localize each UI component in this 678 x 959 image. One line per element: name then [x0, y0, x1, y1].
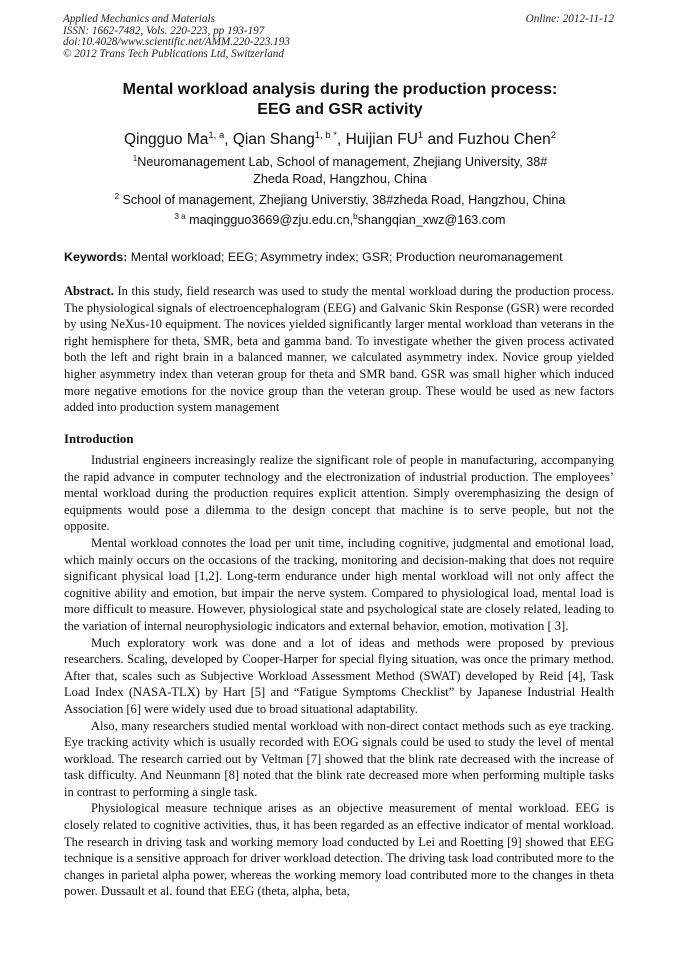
affiliation-2: [60, 192, 620, 209]
email-sup: b: [353, 212, 358, 221]
author-affiliation-sup: 1, a: [208, 130, 225, 141]
author-affiliation-sup: 1, b *: [314, 130, 337, 141]
author-separator: ,: [224, 131, 233, 148]
paragraph: Industrial engineers increasingly realize the significant role of people in manufacturing, accompanying the rapid advance in computer technology and the electronization of industrial production. The employees’ mental workload during the production requires explicit attention. Simply overemphasizing the design of equipments would pose a dilemma to the design concept that machine is to serve people, but not the opposite.: [64, 453, 614, 534]
affiliation-sup: 2: [114, 192, 120, 201]
affiliation-1-line-2: Zheda Road, Hangzhou, China: [253, 172, 427, 186]
paragraph: Much exploratory work was done and a lot of ideas and methods were proposed by previous researchers. Scaling, developed by Cooper-Harper for special flying situation, was once the primary method. After that, scales such as Subjective Workload Assessment Method (SWAT) developed by Reid [4], Task Load Index (NASA-TLX) by Hart [5] and “Fatigue Symptoms Checklist” by Japanese Industrial Health Association [6] were widely used due to broad situational adaptability.: [64, 635, 614, 716]
journal-header: [63, 14, 290, 60]
affiliation-1-line-1: Neuromanagement Lab, School of management, Zhejiang University, 38#: [137, 155, 548, 169]
doi-line: doi:10.4028/www.scientific.net/AMM.220-223.193: [63, 36, 290, 48]
paragraph: Also, many researchers studied mental workload with non-direct contact methods such as eye tracking. Eye tracking activity which is usually recorded with EOG signals could be used to study the level of mental workload. The research carried out by Veltman [7] showed that the blink rate decreased with the increase of task difficulty. And Neunmann [8] noted that the blink rate decreased more when performing multiple tasks in contrast to performing a single task.: [64, 718, 614, 799]
author-name: Qingguo Ma: [123, 131, 209, 148]
affiliation-1: [60, 154, 620, 188]
author-list: [60, 130, 620, 150]
author-name: Huijian FU: [345, 131, 418, 148]
journal-name: Applied Mechanics and Materials: [63, 13, 215, 25]
paper-title: [60, 80, 620, 120]
author-affiliation-sup: 2: [550, 130, 557, 141]
keywords-label: Keywords:: [64, 250, 128, 264]
issn-line: ISSN: 1662-7482, Vols. 220-223, pp 193-197: [63, 24, 265, 37]
introduction-body: [64, 452, 614, 900]
author-separator: ,: [336, 131, 346, 148]
title-line-1: Mental workload analysis during the production process:: [122, 81, 558, 98]
section-heading-introduction: Introduction: [64, 432, 134, 446]
author-affiliation-sup: 1: [417, 130, 424, 141]
author-name: Fuzhou Chen: [457, 131, 551, 148]
abstract: [64, 283, 614, 416]
author-separator: and: [423, 131, 458, 148]
keywords-text: Mental workload; EEG; Asymmetry index; GSR; Production neuromanagement: [127, 250, 563, 264]
affiliation-sup: 1: [132, 154, 138, 163]
keywords: [64, 249, 624, 265]
email-link[interactable]: maqingguo3669@zju.edu.cn,: [185, 213, 354, 227]
title-line-2: EEG and GSR activity: [257, 101, 423, 118]
paragraph: Physiological measure technique arises as an objective measurement of mental workload. EEG is closely related to cognitive activities, thus, it has been regarded as an effective indicator of mental workload. The research in driving task and working memory load conducted by Lei and Roetting [9] showed that EEG technique is a sensitive approach for driver workload detection. The driving task load contributed more to the changes in parietal alpha power, whereas the working memory load contributed more to the changes in theta power. Dussault et al. found that EEG (theta, alpha, beta,: [64, 801, 614, 899]
abstract-label: Abstract.: [64, 284, 114, 298]
copyright-line: © 2012 Trans Tech Publications Ltd, Switzerland: [63, 47, 284, 60]
author-emails: [60, 212, 620, 229]
author-name: Qian Shang: [232, 131, 315, 148]
paragraph: Mental workload connotes the load per unit time, including cognitive, judgmental and emotional load, which mainly occurs on the occasions of the tracking, monitoring and decision-making that does not require significant physical load [1,2]. Long-term endurance under high mental workload will not only affect the cognitive ability and emotion, but impair the nerve system. Compared to physiological load, mental load is more difficult to measure. However, physiological state and psychological state are closely related, leading to the variation of internal neurophysiologic indicators and external behavior, emotion, motivation [ 3].: [64, 535, 614, 633]
email-sup: 3 a: [174, 212, 186, 221]
online-date: Online: 2012-11-12: [525, 13, 614, 25]
affiliation-2-text: School of management, Zhejiang Universtiy, 38#zheda Road, Hangzhou, China: [119, 193, 566, 207]
email-link[interactable]: shangqian_xwz@163.com: [357, 213, 506, 227]
abstract-text: In this study, field research was used to study the mental workload during the production process. The physiological signals of electroencephalogram (EEG) and Galvanic Skin Response (GSR) were recorded by using NeXus-10 equipment. The novices yielded significantly larger mental workload than veterans in the right hemisphere for theta, SMR, beta and gamma band. To investigate whether the given process activated both the left and right brain in a balanced manner, we calculated asymmetry index. Novice group yielded higher asymmetry index than veteran group for theta and SMR band. GSR was small higher which induced more negative emotions for the novice group than the veteran group. These would be used as new factors added into production system management: [64, 284, 614, 415]
